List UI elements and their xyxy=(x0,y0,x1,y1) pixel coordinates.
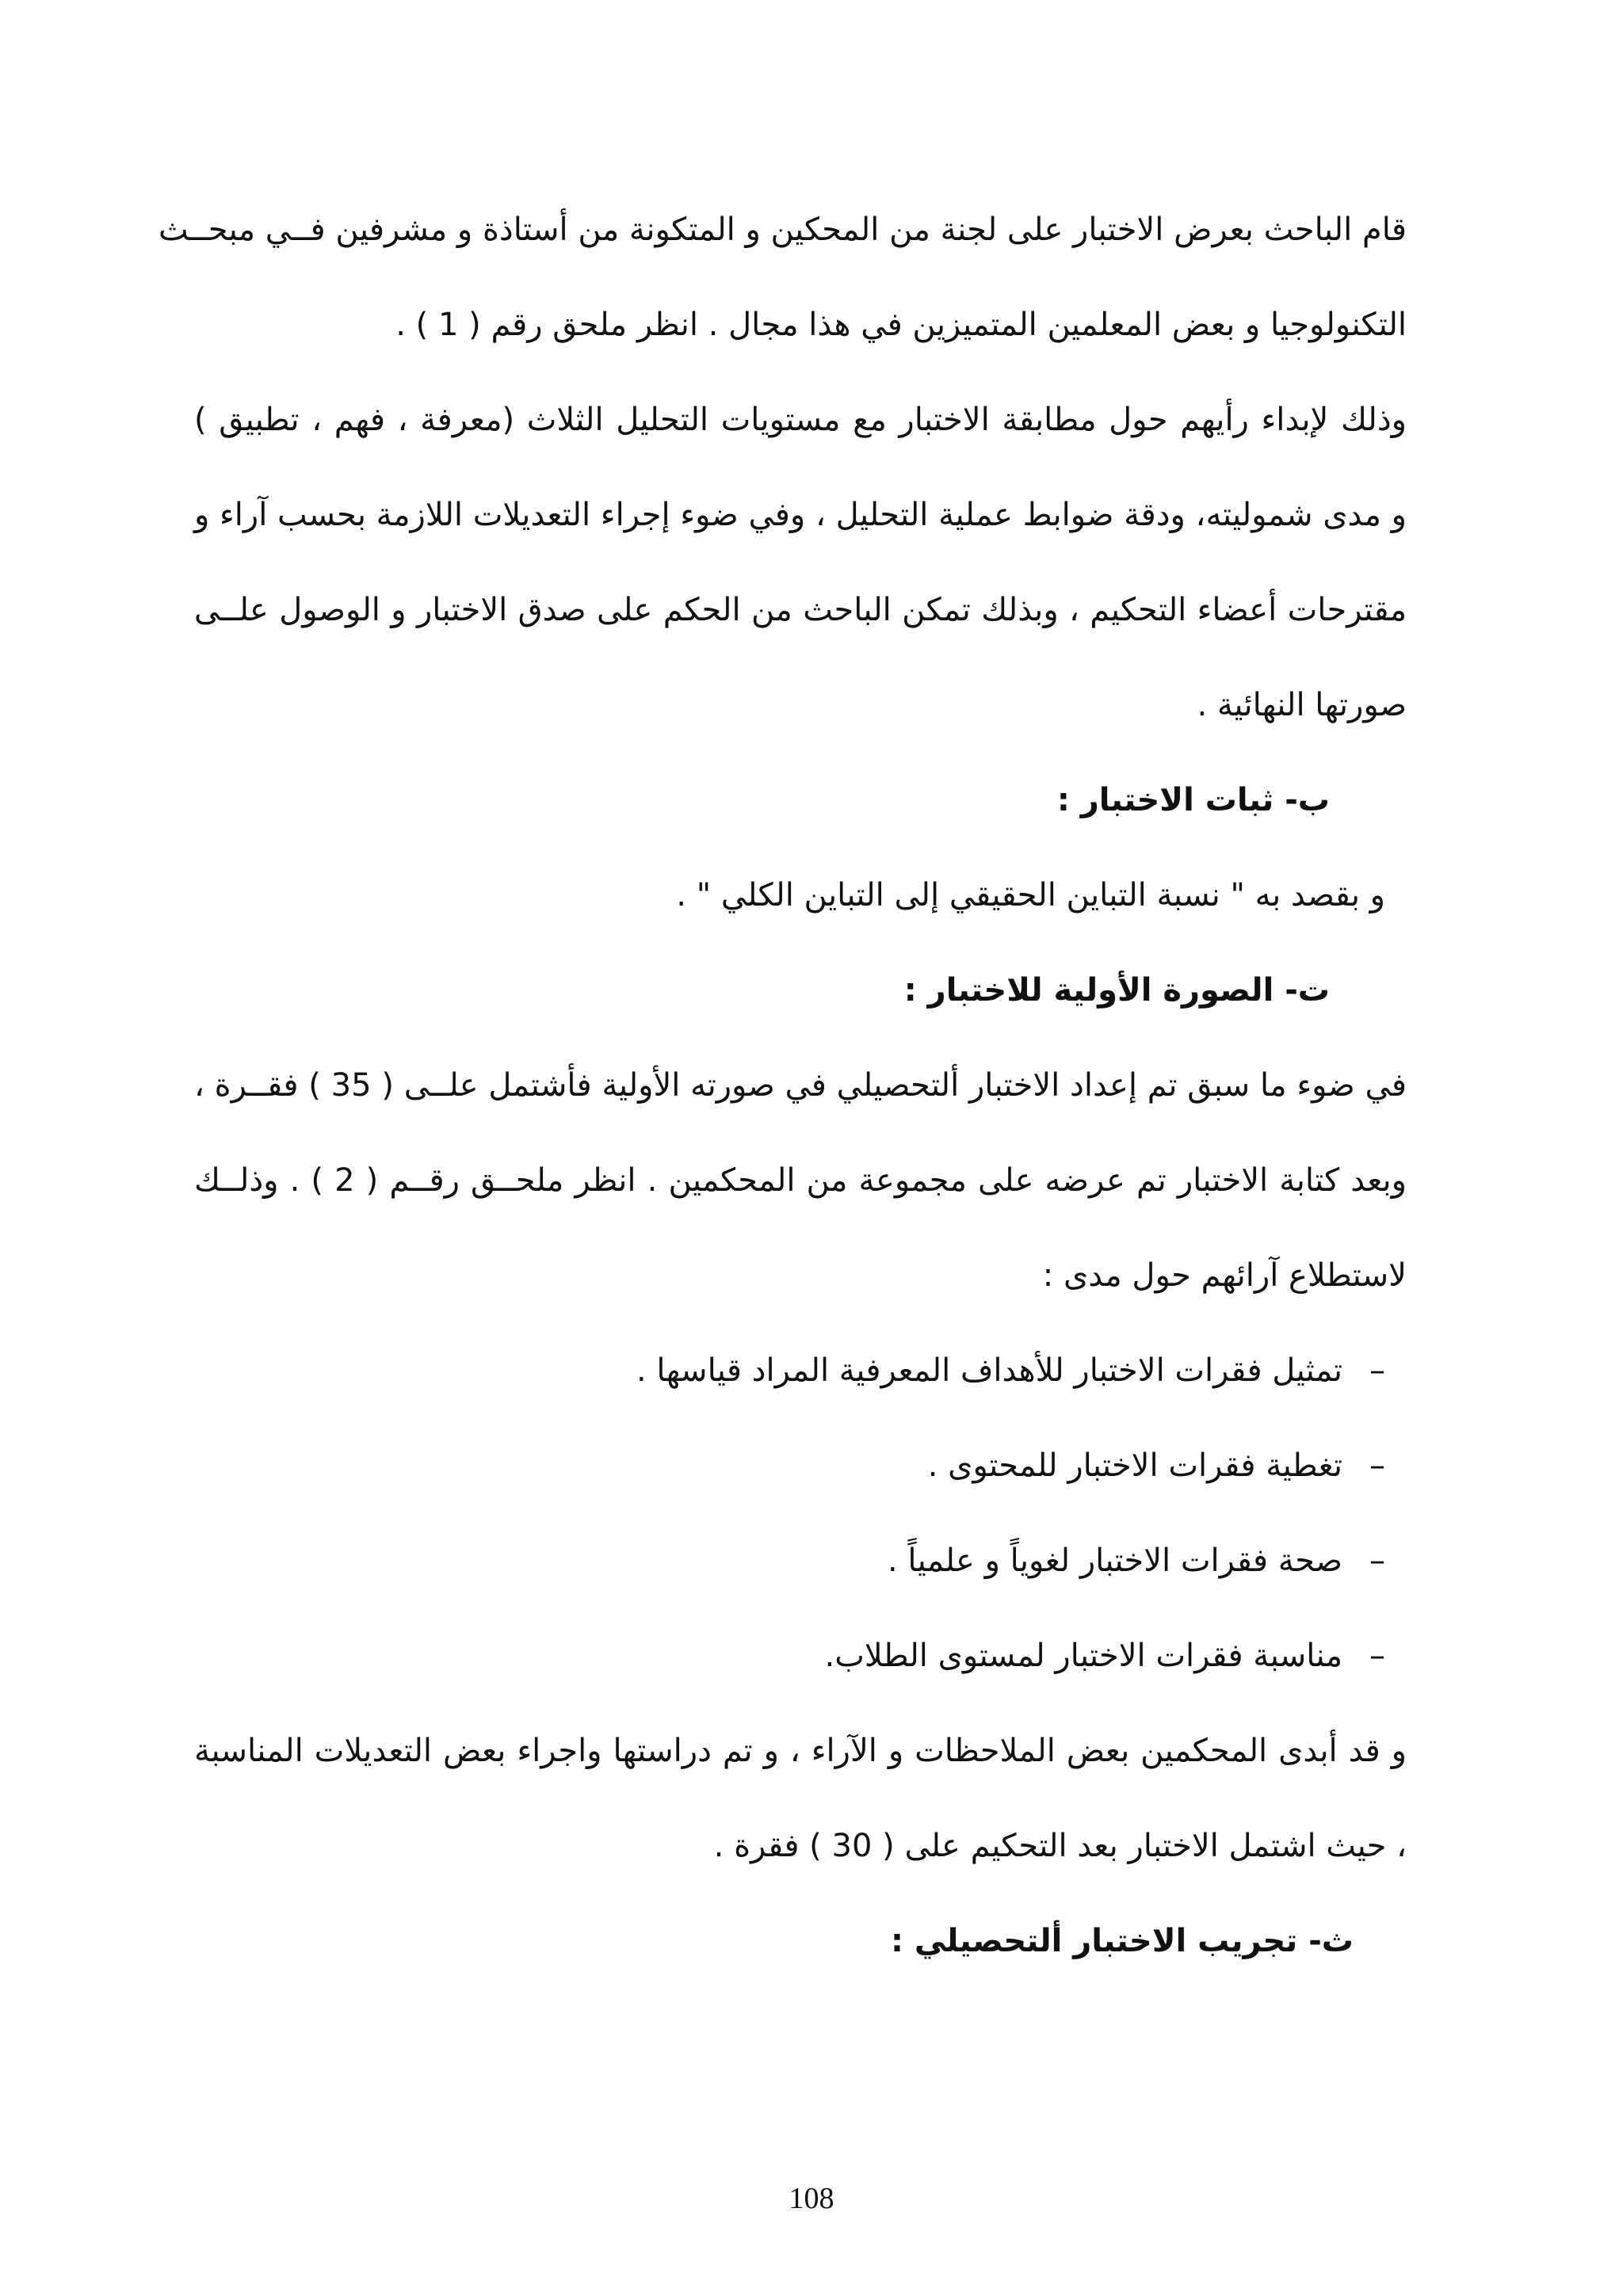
bullet-item xyxy=(888,1539,1385,1583)
paragraph-2-line-3: لاستطلاع آرائهم حول مدى : xyxy=(1042,1257,1407,1294)
paragraph-1-line-6: صورتها النهائية . xyxy=(1197,687,1407,723)
bullet-text: تغطية فقرات الاختبار للمحتوى . xyxy=(927,1447,1342,1484)
bullet-item xyxy=(636,1348,1385,1393)
bullet-item xyxy=(825,1634,1385,1678)
paragraph-3-line-1: و قد أبدى المحكمين بعض الملاحظات و الآراء ، و تم دراستها واجراء بعض التعديلات المناسبة xyxy=(194,1733,1407,1769)
paragraph-3-line-2: ، حيث اشتمل الاختبار بعد التحكيم على ( 30 ) فقرة . xyxy=(713,1828,1407,1864)
dash-marker: – xyxy=(1369,1352,1385,1389)
bullet-text: تمثيل فقرات الاختبار للأهداف المعرفية المراد قياسها . xyxy=(636,1352,1342,1389)
heading-reliability: ب- ثبات الاختبار : xyxy=(1056,782,1330,818)
paragraph-1-line-1: قام الباحث بعرض الاختبار على لجنة من المحكين و المتكونة من أستاذة و مشرفين فــي مبحــث xyxy=(158,212,1407,248)
dash-marker: – xyxy=(1369,1638,1385,1674)
page-number: 108 xyxy=(789,2182,834,2215)
paragraph-1-line-3: وذلك لإبداء رأيهم حول مطابقة الاختبار مع مستويات التحليل الثلاث (معرفة ، فهم ، تطبيق ) xyxy=(194,402,1407,438)
definition-line: و بقصد به " نسبة التباين الحقيقي إلى التباين الكلي " . xyxy=(676,877,1385,913)
bullet-item xyxy=(928,1444,1385,1488)
paragraph-1-line-4: و مدى شموليته، ودقة ضوابط عملية التحليل ، وفي ضوء إجراء التعديلات اللازمة بحسب آراء و xyxy=(193,497,1407,533)
heading-initial-form: ت- الصورة الأولية للاختبار : xyxy=(903,972,1330,1009)
heading-pilot-test: ث- تجريب الاختبار ألتحصيلي : xyxy=(890,1923,1354,1959)
dash-marker: – xyxy=(1369,1447,1385,1484)
dash-marker: – xyxy=(1369,1543,1385,1579)
bullet-text: مناسبة فقرات الاختبار لمستوى الطلاب. xyxy=(824,1638,1342,1674)
paragraph-2-line-1: في ضوء ما سبق تم إعداد الاختبار ألتحصيلي في صورته الأولية فأشتمل علــى ( 35 ) فقــرة ، xyxy=(194,1067,1407,1104)
paragraph-1-line-2: التكنولوجيا و بعض المعلمين المتميزين في هذا مجال . انظر ملحق رقم ( 1 ) . xyxy=(395,307,1407,343)
paragraph-1-line-5: مقترحات أعضاء التحكيم ، وبذلك تمكن الباحث من الحكم على صدق الاختبار و الوصول علــى xyxy=(194,592,1407,628)
paragraph-2-line-2: وبعد كتابة الاختبار تم عرضه على مجموعة من المحكمين . انظر ملحــق رقــم ( 2 ) . وذلــك xyxy=(194,1162,1407,1199)
bullet-text: صحة فقرات الاختبار لغوياً و علمياً . xyxy=(887,1543,1342,1579)
